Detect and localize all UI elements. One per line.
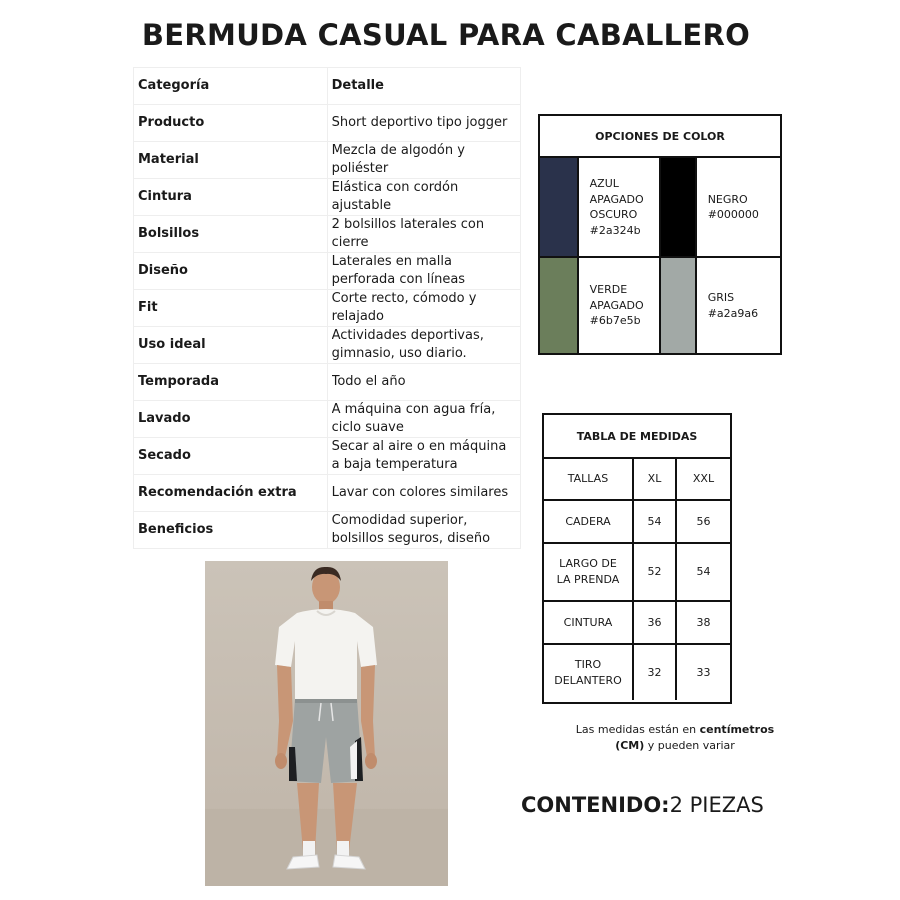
page-title: BERMUDA CASUAL PARA CABALLERO: [141, 18, 751, 52]
table-row: [134, 178, 521, 215]
table-row: [134, 474, 521, 511]
table-row: [134, 104, 521, 141]
size-measure-label: CADERA: [544, 501, 634, 542]
size-value: 56: [696, 514, 711, 528]
spec-value: Corte recto, cómodo y relajado: [331, 290, 477, 324]
table-row: [134, 437, 521, 474]
color-label-navy: AZUL APAGADO OSCURO #2a324b: [577, 158, 661, 256]
size-value: 54: [634, 501, 677, 542]
table-row: [544, 645, 730, 700]
spec-value: 2 bolsillos laterales con cierre: [331, 216, 485, 250]
spec-value: Actividades deportivas, gimnasio, uso diario.: [331, 327, 484, 361]
table-row: [134, 141, 521, 178]
color-swatch-green: [540, 258, 577, 353]
spec-table-header: [134, 68, 521, 105]
spec-header-key: Categoría: [134, 68, 328, 105]
note-unit-abbr: (CM): [615, 739, 645, 752]
spec-value: Secar al aire o en máquina a baja temperatura: [331, 438, 507, 472]
color-swatch-navy: [540, 158, 577, 256]
spec-key: Uso ideal: [134, 326, 328, 363]
spec-header-value: Detalle: [327, 68, 520, 105]
size-value: 52: [634, 544, 677, 600]
size-value: 36: [634, 602, 677, 643]
color-options-title: OPCIONES DE COLOR: [540, 116, 780, 158]
table-row: [134, 400, 521, 437]
spec-value: Todo el año: [331, 373, 406, 389]
color-label-black: NEGRO #000000: [695, 158, 780, 256]
color-label-green: VERDE APAGADO #6b7e5b: [577, 258, 661, 353]
size-table-header: [544, 459, 730, 501]
spec-value: Short deportivo tipo jogger: [331, 114, 508, 130]
size-measure-label: LARGO DE LA PRENDA: [544, 544, 634, 600]
spec-value: Elástica con cordón ajustable: [331, 179, 459, 213]
size-value: 33: [696, 665, 711, 679]
spec-key: Material: [134, 141, 328, 178]
size-header-cell: XXL: [692, 472, 715, 485]
table-row: [134, 215, 521, 252]
size-value: 32: [634, 645, 677, 700]
spec-key: Diseño: [134, 252, 328, 289]
content-value: 2 PIEZAS: [669, 793, 764, 817]
measurement-note: [570, 722, 780, 754]
spec-value: A máquina con agua fría, ciclo suave: [331, 401, 496, 435]
size-table-title: TABLA DE MEDIDAS: [544, 415, 730, 459]
spec-value: Mezcla de algodón y poliéster: [331, 142, 465, 176]
table-row: [134, 511, 521, 548]
note-suffix: y pueden variar: [644, 739, 735, 752]
spec-key: Producto: [134, 104, 328, 141]
size-header-cell: XL: [634, 459, 677, 499]
table-row: [544, 602, 730, 645]
spec-key: Recomendación extra: [134, 474, 328, 511]
spec-key: Beneficios: [134, 511, 328, 548]
spec-key: Bolsillos: [134, 215, 328, 252]
spec-key: Secado: [134, 437, 328, 474]
color-label-gray: GRIS #a2a9a6: [695, 258, 780, 353]
table-row: [134, 326, 521, 363]
color-swatch-gray: [661, 258, 695, 353]
table-row: [134, 252, 521, 289]
spec-table: [133, 67, 521, 549]
size-measure-label: TIRO DELANTERO: [544, 645, 634, 700]
spec-key: Lavado: [134, 400, 328, 437]
color-row: [540, 158, 780, 256]
package-content: [521, 793, 764, 817]
spec-value: Comodidad superior, bolsillos seguros, diseño: [331, 512, 491, 546]
spec-value: Lavar con colores similares: [331, 484, 509, 500]
spec-key: Fit: [134, 289, 328, 326]
note-unit: centímetros: [699, 723, 775, 736]
note-prefix: Las medidas están en: [575, 723, 700, 736]
color-options-table: [538, 114, 782, 355]
table-row: [544, 544, 730, 602]
product-photo: [205, 561, 448, 886]
spec-value: Laterales en malla perforada con líneas: [331, 253, 466, 287]
table-row: [544, 501, 730, 544]
spec-key: Cintura: [134, 178, 328, 215]
color-swatch-black: [661, 158, 695, 256]
table-row: [134, 363, 521, 400]
spec-key: Temporada: [134, 363, 328, 400]
size-value: 38: [696, 615, 711, 629]
color-row: [540, 256, 780, 353]
content-label: CONTENIDO:: [521, 793, 670, 817]
size-table: [542, 413, 732, 704]
size-value: 54: [696, 565, 711, 578]
table-row: [134, 289, 521, 326]
model-illustration: [205, 561, 448, 886]
size-header-cell: TALLAS: [544, 459, 634, 499]
size-measure-label: CINTURA: [544, 602, 634, 643]
